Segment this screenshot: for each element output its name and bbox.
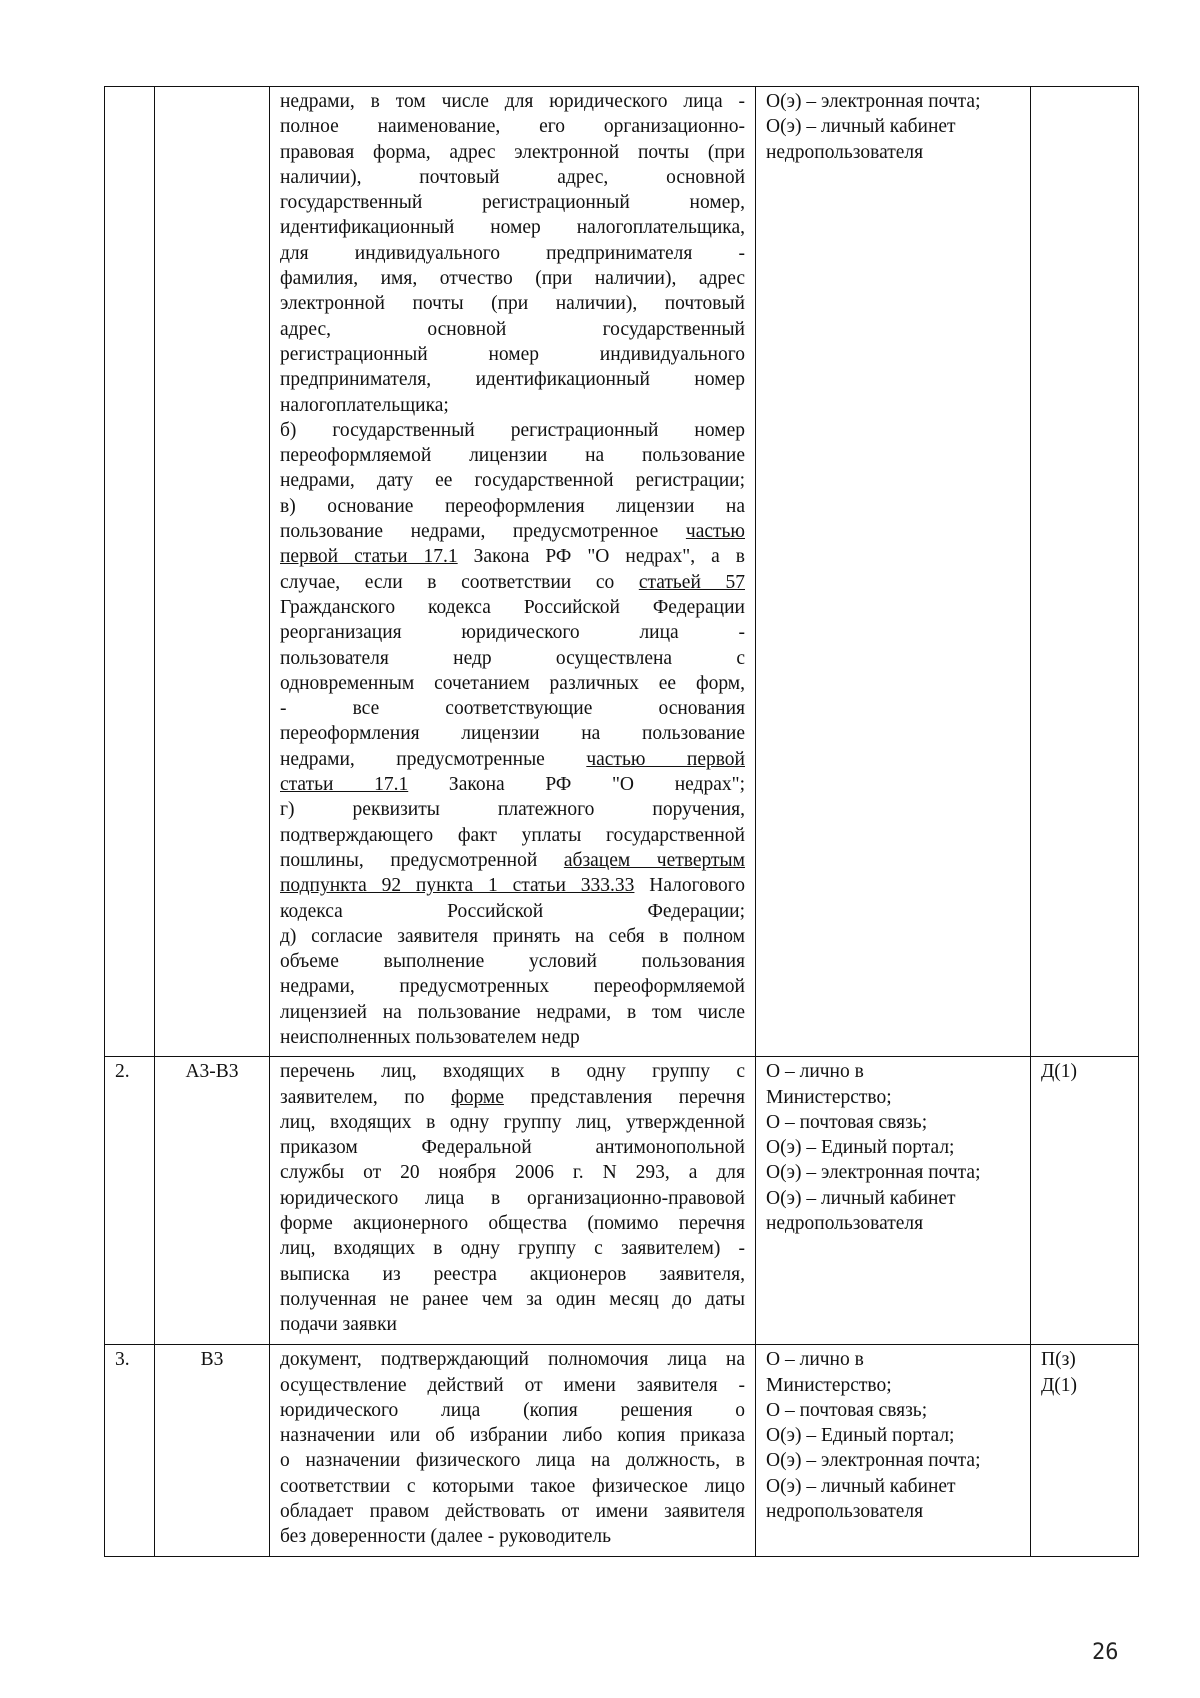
document-type-line: Д(1) bbox=[1041, 1061, 1078, 1083]
submission-method-line: О(э) – личный кабинет bbox=[766, 1187, 956, 1209]
page-number: 26 bbox=[1092, 1640, 1119, 1665]
table-row bbox=[105, 1345, 1139, 1556]
submission-method-line: О(э) – электронная почта; bbox=[766, 1162, 981, 1184]
description-line: выписка из реестра акционеров заявителя, bbox=[280, 1263, 745, 1285]
submission-method-line: О – почтовая связь; bbox=[766, 1111, 928, 1133]
submission-method-line: О(э) – личный кабинет bbox=[766, 1475, 956, 1497]
submission-method-line: недропользователя bbox=[766, 1501, 924, 1523]
submission-method-line: О(э) – личный кабинет bbox=[766, 116, 956, 138]
description-line: объеме выполнение условий пользования bbox=[280, 951, 745, 973]
document-type-line: Д(1) bbox=[1041, 1374, 1078, 1396]
description-line: фамилия, имя, отчество (при наличии), адрес bbox=[280, 268, 745, 290]
description-line: одновременным сочетанием различных ее форм, bbox=[280, 672, 745, 694]
description-line: пользователя недр осуществлена с bbox=[280, 647, 745, 669]
submission-method-line: недропользователя bbox=[766, 1213, 924, 1235]
row-number-cell bbox=[105, 87, 155, 1057]
description-line: недрами, дату ее государственной регистрации; bbox=[280, 470, 745, 492]
description-line: лицензией на пользование недрами, в том числе bbox=[280, 1001, 745, 1023]
description-line: правовая форма, адрес электронной почты (при bbox=[280, 141, 745, 163]
description-line: д) согласие заявителя принять на себя в полном bbox=[280, 925, 745, 947]
description-line: случае, если в соответствии со статьей 57 bbox=[280, 571, 745, 593]
submission-method-line: О – лично в bbox=[766, 1061, 864, 1083]
requirements-table bbox=[104, 86, 1139, 1557]
table-body bbox=[105, 87, 1139, 1557]
stage-code-cell: В3 bbox=[155, 1345, 270, 1556]
description-line: обладает правом действовать от имени заявителя bbox=[280, 1501, 745, 1523]
document-type-cell bbox=[1031, 1057, 1139, 1345]
row-number-cell: 3. bbox=[105, 1345, 155, 1556]
description-line: полученная не ранее чем за один месяц до даты bbox=[280, 1288, 745, 1310]
submission-methods-cell bbox=[756, 1057, 1031, 1345]
description-line: идентификационный номер налогоплательщика, bbox=[280, 217, 745, 239]
description-line: электронной почты (при наличии), почтовый bbox=[280, 293, 745, 315]
description-line: - все соответствующие основания bbox=[280, 698, 745, 720]
description-line: пошлины, предусмотренной абзацем четвертым bbox=[280, 849, 745, 871]
description-line: о назначении физического лица на должность, в bbox=[280, 1450, 745, 1472]
submission-methods-cell bbox=[756, 1345, 1031, 1556]
description-line: недрами, предусмотренных переоформляемой bbox=[280, 976, 745, 998]
description-line: г) реквизиты платежного поручения, bbox=[280, 799, 745, 821]
description-line: подпункта 92 пункта 1 статьи 333.33 Налогового bbox=[280, 875, 745, 897]
description-line: реорганизация юридического лица - bbox=[280, 622, 745, 644]
submission-method-line: О – лично в bbox=[766, 1349, 864, 1371]
description-line: юридического лица (копия решения о bbox=[280, 1399, 745, 1421]
description-line: приказом Федеральной антимонопольной bbox=[280, 1137, 745, 1159]
description-line: недрами, в том числе для юридического лица - bbox=[280, 91, 745, 112]
description-line: назначении или об избрании либо копия приказа bbox=[280, 1425, 745, 1447]
description-line: первой статьи 17.1 Закона РФ "О недрах", а в bbox=[280, 546, 745, 568]
description-line: б) государственный регистрационный номер bbox=[280, 419, 745, 441]
description-line: службы от 20 ноября 2006 г. N 293, а для bbox=[280, 1162, 745, 1184]
document-description-cell bbox=[270, 1057, 756, 1345]
document-type-cell bbox=[1031, 1345, 1139, 1556]
submission-method-line: Министерство; bbox=[766, 1086, 892, 1108]
submission-method-line: О(э) – Единый портал; bbox=[766, 1137, 955, 1159]
description-line: осуществление действий от имени заявителя - bbox=[280, 1374, 745, 1396]
description-line: в) основание переоформления лицензии на bbox=[280, 495, 745, 517]
document-type-line: П(з) bbox=[1041, 1349, 1076, 1371]
submission-method-line: О(э) – Единый портал; bbox=[766, 1425, 955, 1447]
description-line: подачи заявки bbox=[280, 1314, 397, 1336]
description-line: предпринимателя, идентификационный номер bbox=[280, 369, 745, 391]
document-description-cell bbox=[270, 87, 756, 1057]
description-line: полное наименование, его организационно- bbox=[280, 116, 745, 138]
description-line: адрес, основной государственный bbox=[280, 318, 745, 340]
submission-method-line: недропользователя bbox=[766, 141, 924, 163]
description-line: налогоплательщика; bbox=[280, 394, 449, 416]
description-line: Гражданского кодекса Российской Федерации bbox=[280, 596, 745, 618]
description-line: переоформляемой лицензии на пользование bbox=[280, 445, 745, 467]
description-line: лиц, входящих в одну группу с заявителем) - bbox=[280, 1238, 745, 1260]
table-row bbox=[105, 1057, 1139, 1345]
description-line: недрами, предусмотренные частью первой bbox=[280, 748, 745, 770]
submission-method-line: Министерство; bbox=[766, 1374, 892, 1396]
description-line: для индивидуального предпринимателя - bbox=[280, 242, 745, 264]
row-number-cell: 2. bbox=[105, 1057, 155, 1345]
description-line: кодекса Российской Федерации; bbox=[280, 900, 745, 922]
stage-code-cell: А3-В3 bbox=[155, 1057, 270, 1345]
description-line: переоформления лицензии на пользование bbox=[280, 723, 745, 745]
description-line: наличии), почтовый адрес, основной bbox=[280, 166, 745, 188]
description-line: лиц, входящих в одну группу лиц, утвержденной bbox=[280, 1111, 745, 1133]
description-line: государственный регистрационный номер, bbox=[280, 192, 745, 214]
description-line: перечень лиц, входящих в одну группу с bbox=[280, 1061, 745, 1083]
submission-method-line: О(э) – электронная почта; bbox=[766, 91, 981, 112]
description-line: заявителем, по форме представления перечня bbox=[280, 1086, 745, 1108]
description-line: статьи 17.1 Закона РФ "О недрах"; bbox=[280, 774, 745, 796]
description-line: регистрационный номер индивидуального bbox=[280, 343, 745, 365]
description-line: без доверенности (далее - руководитель bbox=[280, 1526, 611, 1548]
document-description-cell bbox=[270, 1345, 756, 1556]
description-line: пользование недрами, предусмотренное частью bbox=[280, 521, 745, 543]
description-line: соответствии с которыми такое физическое лицо bbox=[280, 1475, 745, 1497]
description-line: неисполненных пользователем недр bbox=[280, 1026, 580, 1048]
description-line: документ, подтверждающий полномочия лица на bbox=[280, 1349, 745, 1371]
description-line: подтверждающего факт уплаты государственной bbox=[280, 824, 745, 846]
submission-method-line: О – почтовая связь; bbox=[766, 1399, 928, 1421]
description-line: юридического лица в организационно-правовой bbox=[280, 1187, 745, 1209]
description-line: форме акционерного общества (помимо перечня bbox=[280, 1213, 745, 1235]
stage-code-cell bbox=[155, 87, 270, 1057]
document-type-cell bbox=[1031, 87, 1139, 1057]
submission-methods-cell bbox=[756, 87, 1031, 1057]
submission-method-line: О(э) – электронная почта; bbox=[766, 1450, 981, 1472]
table-row bbox=[105, 87, 1139, 1057]
